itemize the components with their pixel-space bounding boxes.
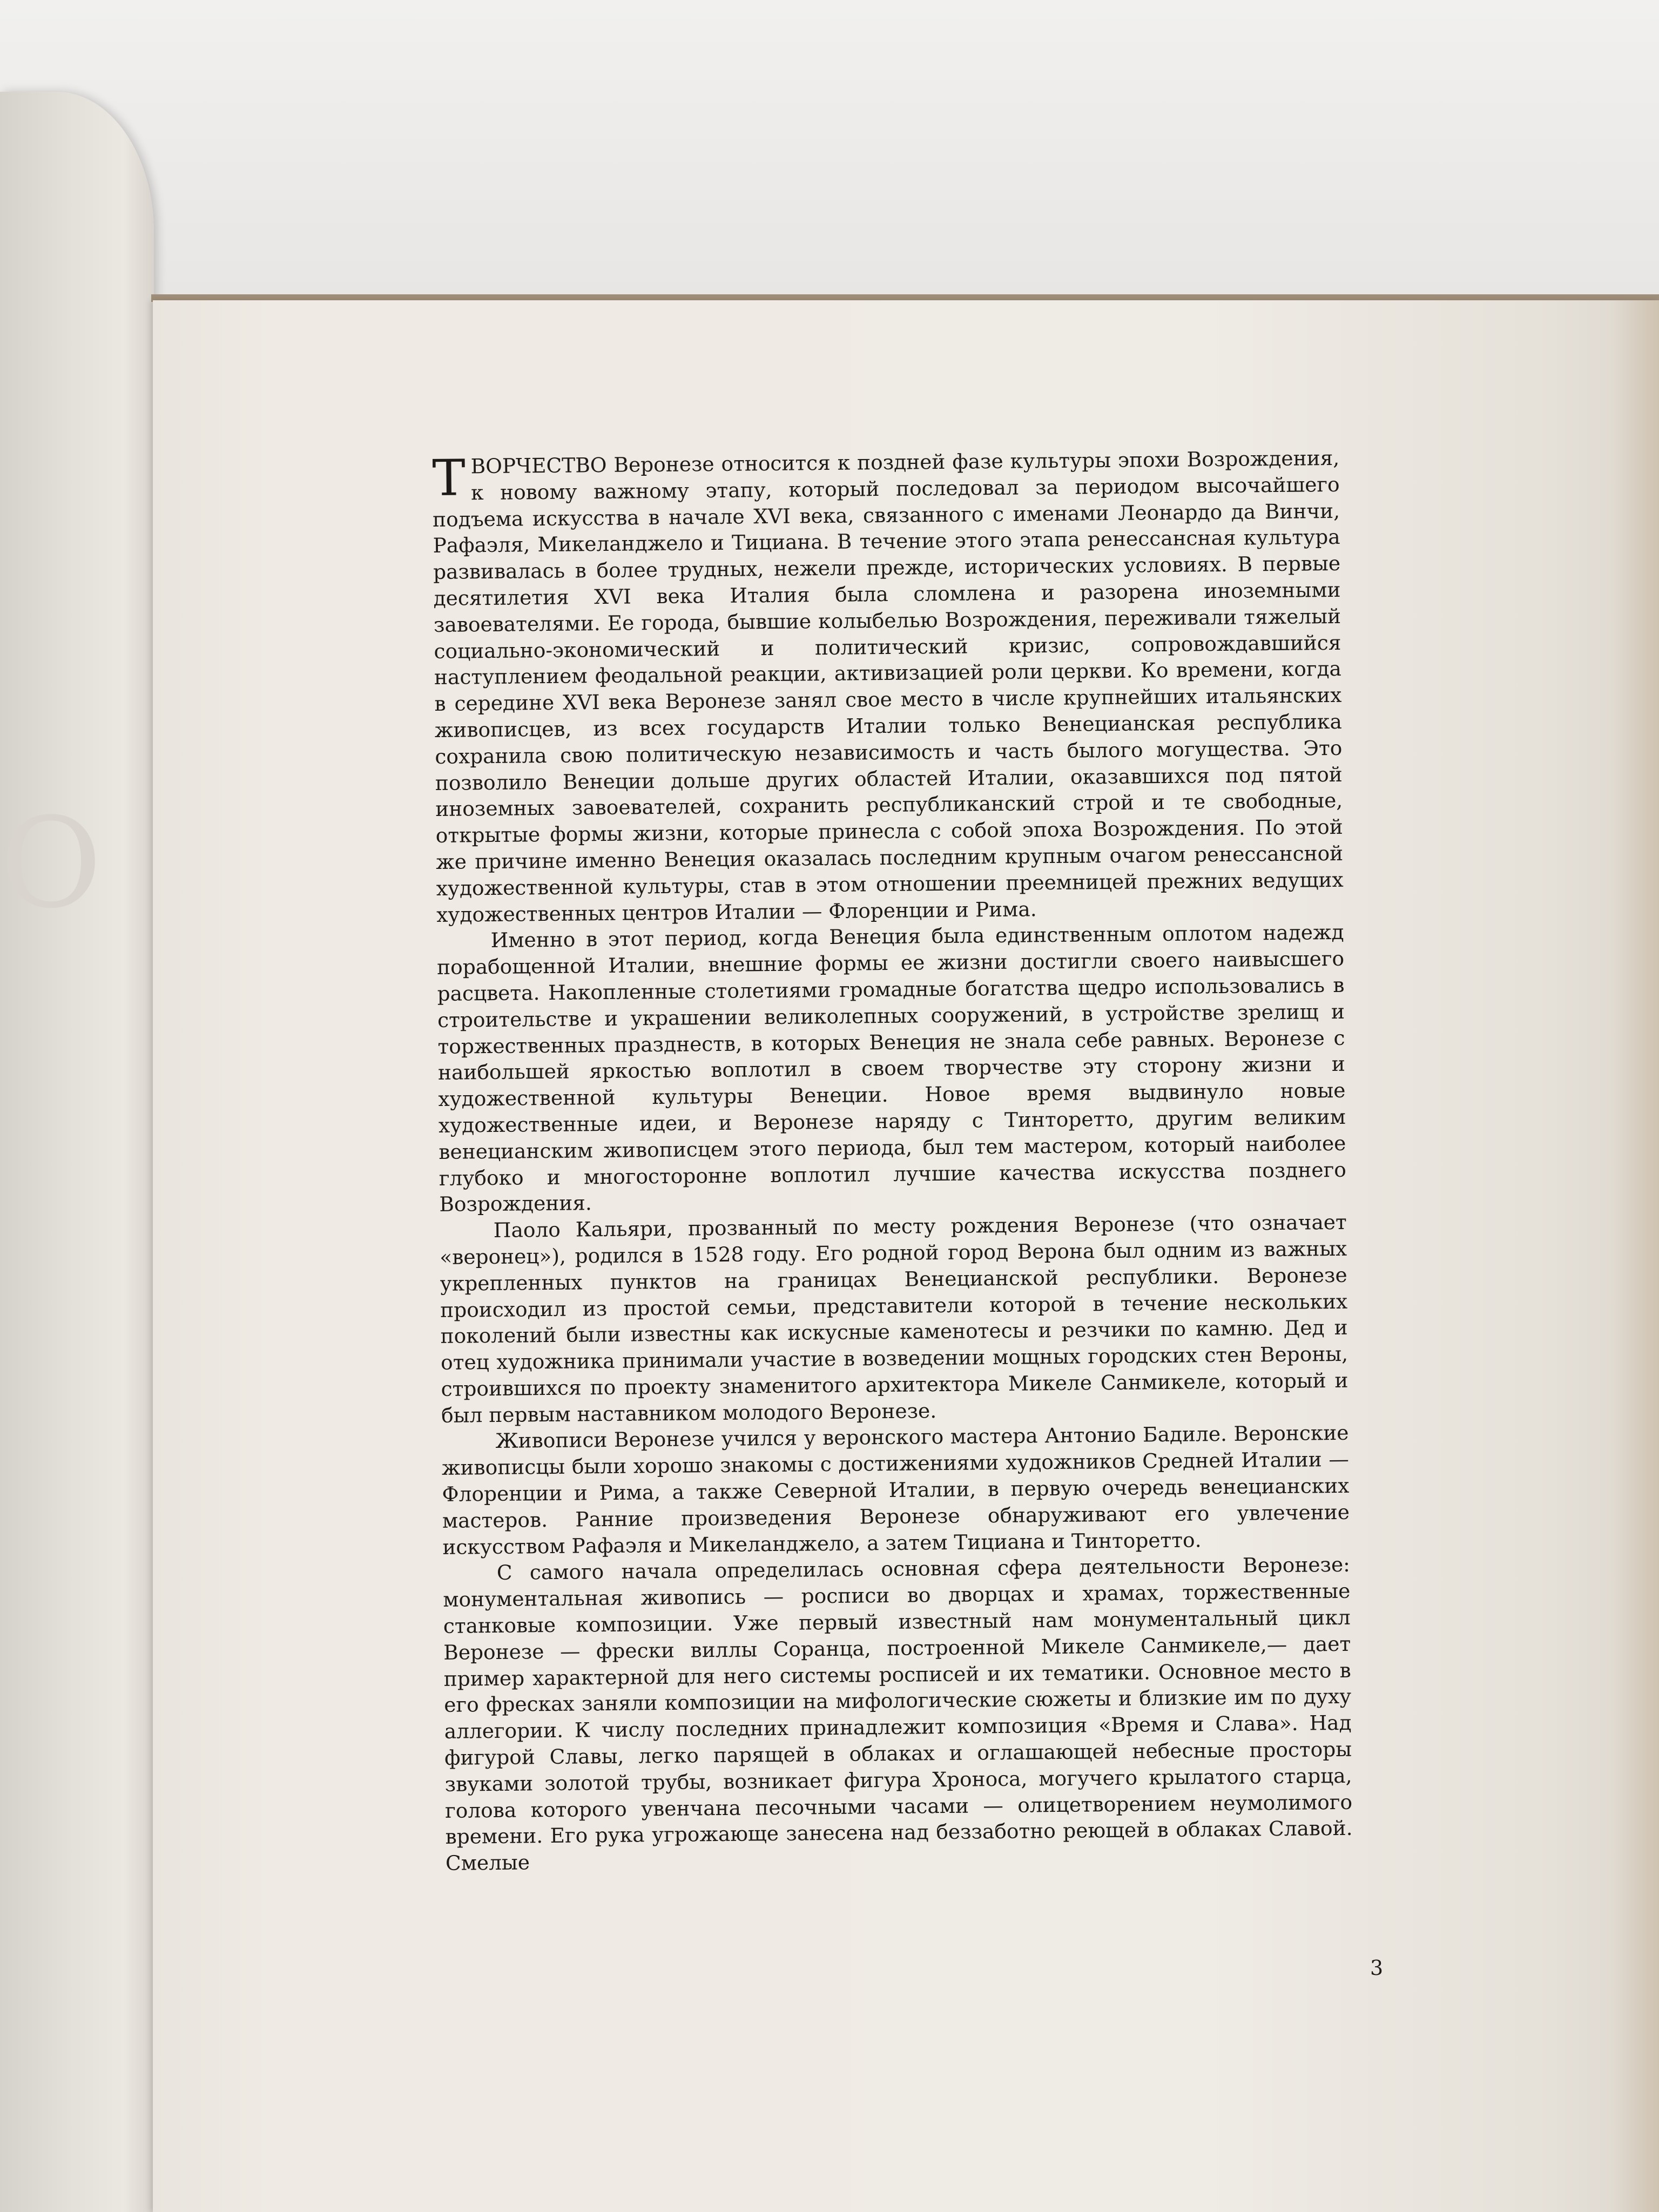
page-number: 3 <box>1370 1956 1384 1980</box>
paragraph-2: Именно в этот период, когда Венеция была единственным оплотом надежд порабощенной Италии, внешние формы ее жизни достигли своего наивысшего расцвета. Накопленные столетиями громадные богатства щедро использовались в строительстве и украшении великолепных сооружений, в устройстве зрелищ и торжественных празднеств, в которых Венеция не знала себе равных. Веронезе с наибольшей яркостью воплотил в своем творчестве эту сторону жизни и художественной культуры Венеции. Новое время выдвинуло новые художественные идеи, и Веронезе наряду с Тинторетто, другим великим венецианским живописцем этого периода, был тем мастером, который наиболее глубоко и многосторонне воплотил лучшие качества искусства позднего Возрождения. <box>436 920 1347 1217</box>
paragraph-1 <box>432 445 1344 928</box>
body-text <box>432 445 1353 1877</box>
paragraph-1-text: ВОРЧЕСТВО Веронезе относится к поздней фазе культуры эпохи Возрождения, к новому важному этапу, который последовал за периодом высочайшего подъема искусства в начале XVI века, связанного с именами Леонардо да Винчи, Рафаэля, Микеланджело и Тициана. В течение этого этапа ренессансная культура развивалась в более трудных, нежели прежде, исторических условиях. В первые десятилетия XVI века Италия была сломлена и разорена иноземными завоевателями. Ее города, бывшие колыбелью Возрождения, переживали тяжелый социально-экономический и политический кризис, сопровождавшийся наступлением феодальной реакции, активизацией роли церкви. Ко времени, когда в середине XVI века Веронезе занял свое место в числе крупнейших итальянских живописцев, из всех государств Италии только Венецианская республика сохранила свою политическую независимость и часть былого могущества. Это позволило Венеции дольше других областей Италии, оказавшихся под пятой иноземных завоевателей, сохранить республиканский строй и те свободные, открытые формы жизни, которые принесла с собой эпоха Возрождения. По этой же причине именно Венеция оказалась последним крупным очагом ренессансной художественной культуры, став в этом отношении преемницей прежних ведущих художественных центров Италии — Флоренции и Рима. <box>432 446 1344 927</box>
bleed-through-mark: О <box>0 792 102 936</box>
left-page <box>0 92 154 2212</box>
table-background <box>0 0 1659 302</box>
paragraph-5: С самого начала определилась основная сфера деятельности Веронезе: монументальная живопись — росписи во дворцах и храмах, торжественные станковые композиции. Уже первый известный нам монументальный цикл Веронезе — фрески виллы Соранца, построенной Микеле Санмикеле,— дает пример характерной для него системы росписей и их тематики. Основное место в его фресках заняли композиции на мифологические сюжеты и близкие им по духу аллегории. К числу последних принадлежит композиция «Время и Слава». Над фигурой Славы, легко парящей в облаках и оглашающей небесные просторы звуками золотой трубы, возникает фигура Хроноса, могучего крылатого старца, голова которого увенчана песочными часами — олицетворением неумолимого времени. Его рука угрожающе занесена над беззаботно реющей в облаках Славой. Смелые <box>443 1553 1353 1876</box>
page-right-shadow <box>1612 300 1659 2212</box>
paragraph-4: Живописи Веронезе учился у веронского мастера Антонио Бадиле. Веронские живописцы были хорошо знакомы с достижениями художников Средней Италии — Флоренции и Рима, а также Северной Италии, в первую очередь венецианских мастеров. Ранние произведения Веронезе обнаруживают его увлечение искусством Рафаэля и Микеланджело, а затем Тициана и Тинторетто. <box>441 1421 1350 1559</box>
drop-cap: Т <box>431 449 466 507</box>
paragraph-3: Паоло Кальяри, прозванный по месту рождения Веронезе (что означает «веронец»), родился в 1528 году. Его родной город Верона был одним из важных укрепленных пунктов на границах Венецианской республики. Веронезе происходил из простой семьи, представители которой в течение нескольких поколений были известны как искусные каменотесы и резчики по камню. Дед и отец художника принимали участие в возведении мощных городских стен Вероны, строившихся по проекту знаменитого архитектора Микеле Санмикеле, который и был первым наставником молодого Веронезе. <box>440 1210 1348 1427</box>
